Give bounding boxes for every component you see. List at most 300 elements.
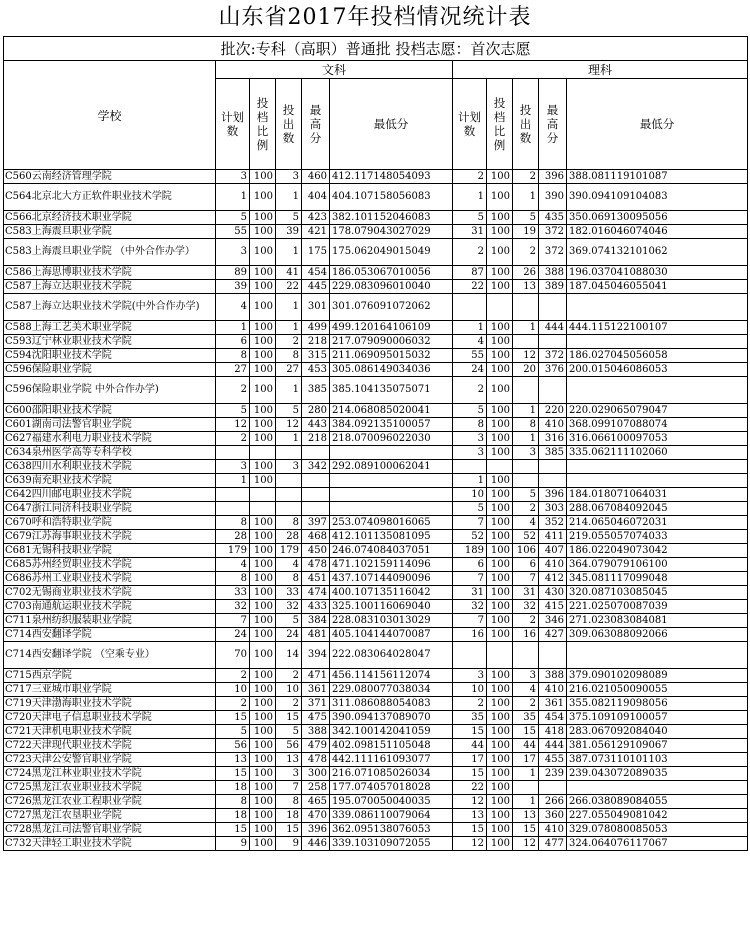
like-ratio-cell: 100 bbox=[487, 781, 513, 795]
wenke-out-cell: 1 bbox=[276, 377, 302, 404]
like-min-cell: 221.025070087039 bbox=[567, 600, 748, 614]
like-ratio-cell: 100 bbox=[487, 739, 513, 753]
like-out-cell bbox=[513, 474, 539, 488]
like-ratio-cell: 100 bbox=[487, 432, 513, 446]
wenke-ratio-cell: 100 bbox=[250, 280, 276, 294]
wenke-min-header: 最低分 bbox=[330, 79, 453, 170]
like-max-cell bbox=[539, 294, 567, 321]
wenke-out-cell: 9 bbox=[276, 837, 302, 851]
table-row bbox=[4, 753, 748, 767]
table-row bbox=[4, 474, 748, 488]
wenke-plan-cell bbox=[216, 446, 250, 460]
wenke-ratio-cell: 100 bbox=[250, 321, 276, 335]
wenke-out-cell: 13 bbox=[276, 753, 302, 767]
like-max-cell: 372 bbox=[539, 349, 567, 363]
wenke-plan-cell: 5 bbox=[216, 725, 250, 739]
like-min-cell bbox=[567, 642, 748, 669]
table-body bbox=[4, 170, 748, 851]
like-min-cell bbox=[567, 335, 748, 349]
like-out-cell: 3 bbox=[513, 669, 539, 683]
wenke-out-cell: 15 bbox=[276, 711, 302, 725]
like-plan-cell: 31 bbox=[453, 225, 487, 239]
like-min-cell: 182.016046074046 bbox=[567, 225, 748, 239]
like-min-cell bbox=[567, 294, 748, 321]
wenke-ratio-cell: 100 bbox=[250, 809, 276, 823]
like-min-cell: 329.078080085053 bbox=[567, 823, 748, 837]
like-min-cell: 444.115122100107 bbox=[567, 321, 748, 335]
wenke-ratio-cell bbox=[250, 502, 276, 516]
wenke-out-cell: 22 bbox=[276, 280, 302, 294]
table-row bbox=[4, 795, 748, 809]
like-out-cell: 12 bbox=[513, 349, 539, 363]
school-name: C725黑龙江农业职业技术学院 bbox=[4, 781, 216, 795]
like-out-cell: 52 bbox=[513, 530, 539, 544]
school-name: C714西安翻译学院 （空乘专业） bbox=[4, 642, 216, 669]
like-min-cell: 186.027045056058 bbox=[567, 349, 748, 363]
wenke-max-cell: 300 bbox=[302, 767, 330, 781]
like-min-cell: 316.066100097053 bbox=[567, 432, 748, 446]
wenke-out-cell: 5 bbox=[276, 614, 302, 628]
wenke-ratio-cell: 100 bbox=[250, 739, 276, 753]
table-row bbox=[4, 809, 748, 823]
like-ratio-cell: 100 bbox=[487, 225, 513, 239]
wenke-plan-cell bbox=[216, 502, 250, 516]
table-row bbox=[4, 600, 748, 614]
like-ratio-cell: 100 bbox=[487, 837, 513, 851]
like-plan-cell: 6 bbox=[453, 558, 487, 572]
table-row bbox=[4, 294, 748, 321]
like-ratio-cell: 100 bbox=[487, 488, 513, 502]
like-plan-cell: 22 bbox=[453, 781, 487, 795]
like-ratio-cell: 100 bbox=[487, 697, 513, 711]
wenke-out-cell: 8 bbox=[276, 516, 302, 530]
like-min-cell: 184.018071064031 bbox=[567, 488, 748, 502]
wenke-max-cell: 421 bbox=[302, 225, 330, 239]
like-max-cell: 415 bbox=[539, 600, 567, 614]
wenke-plan-cell: 8 bbox=[216, 516, 250, 530]
wenke-min-cell: 195.070050040035 bbox=[330, 795, 453, 809]
wenke-ratio-cell: 100 bbox=[250, 225, 276, 239]
wenke-ratio-cell: 100 bbox=[250, 266, 276, 280]
wenke-min-cell: 390.094137089070 bbox=[330, 711, 453, 725]
like-out-header: 投出数 bbox=[513, 79, 539, 170]
wenke-max-cell: 388 bbox=[302, 725, 330, 739]
table-row bbox=[4, 170, 748, 184]
like-min-cell: 320.087103085045 bbox=[567, 586, 748, 600]
table-row bbox=[4, 225, 748, 239]
like-min-cell: 387.073110101103 bbox=[567, 753, 748, 767]
wenke-ratio-cell: 100 bbox=[250, 516, 276, 530]
school-name: C642四川邮电职业技术学院 bbox=[4, 488, 216, 502]
wenke-ratio-cell: 100 bbox=[250, 170, 276, 184]
like-max-cell: 389 bbox=[539, 280, 567, 294]
like-min-cell bbox=[567, 474, 748, 488]
school-name: C724黑龙江林业职业技术学院 bbox=[4, 767, 216, 781]
wenke-min-cell: 405.104144070087 bbox=[330, 628, 453, 642]
wenke-plan-cell: 1 bbox=[216, 184, 250, 211]
like-ratio-cell: 100 bbox=[487, 170, 513, 184]
wenke-max-cell: 475 bbox=[302, 711, 330, 725]
like-plan-cell: 7 bbox=[453, 614, 487, 628]
wenke-out-cell bbox=[276, 474, 302, 488]
like-ratio-cell bbox=[487, 294, 513, 321]
table-row bbox=[4, 544, 748, 558]
like-max-cell: 418 bbox=[539, 725, 567, 739]
like-max-cell: 316 bbox=[539, 432, 567, 446]
school-name: C711泉州纺织服装职业学院 bbox=[4, 614, 216, 628]
like-ratio-cell: 100 bbox=[487, 349, 513, 363]
like-plan-cell: 3 bbox=[453, 669, 487, 683]
like-min-cell: 186.022049073042 bbox=[567, 544, 748, 558]
school-name: C583上海震旦职业学院 bbox=[4, 225, 216, 239]
wenke-plan-cell: 28 bbox=[216, 530, 250, 544]
like-plan-cell: 12 bbox=[453, 837, 487, 851]
wenke-max-cell: 450 bbox=[302, 544, 330, 558]
like-out-cell: 2 bbox=[513, 614, 539, 628]
wenke-out-cell: 33 bbox=[276, 586, 302, 600]
school-name: C722天津现代职业技术学院 bbox=[4, 739, 216, 753]
like-plan-cell: 1 bbox=[453, 474, 487, 488]
like-out-cell bbox=[513, 377, 539, 404]
wenke-max-cell: 218 bbox=[302, 335, 330, 349]
like-out-cell: 16 bbox=[513, 628, 539, 642]
school-name: C601湖南司法警官职业学院 bbox=[4, 418, 216, 432]
wenke-plan-cell: 1 bbox=[216, 474, 250, 488]
like-out-cell bbox=[513, 781, 539, 795]
wenke-out-cell: 1 bbox=[276, 432, 302, 446]
like-ratio-cell: 100 bbox=[487, 795, 513, 809]
school-name: C564北京北大方正软件职业技术学院 bbox=[4, 184, 216, 211]
like-min-cell: 335.062111102060 bbox=[567, 446, 748, 460]
admission-table bbox=[3, 36, 748, 851]
like-ratio-cell: 100 bbox=[487, 683, 513, 697]
school-name: C583上海震旦职业学院 （中外合作办学） bbox=[4, 239, 216, 266]
school-name: C587上海立达职业技术学院(中外合作办学) bbox=[4, 294, 216, 321]
wenke-ratio-cell: 100 bbox=[250, 586, 276, 600]
wenke-plan-cell: 3 bbox=[216, 460, 250, 474]
wenke-min-cell: 384.092135100057 bbox=[330, 418, 453, 432]
wenke-max-cell: 301 bbox=[302, 294, 330, 321]
wenke-out-cell: 2 bbox=[276, 669, 302, 683]
like-out-cell: 2 bbox=[513, 697, 539, 711]
like-ratio-header: 投档比例 bbox=[487, 79, 513, 170]
wenke-out-cell: 5 bbox=[276, 211, 302, 225]
like-ratio-cell: 100 bbox=[487, 418, 513, 432]
wenke-out-cell: 15 bbox=[276, 823, 302, 837]
wenke-plan-cell: 179 bbox=[216, 544, 250, 558]
wenke-plan-cell: 5 bbox=[216, 211, 250, 225]
table-row bbox=[4, 418, 748, 432]
wenke-min-cell: 325.100116069040 bbox=[330, 600, 453, 614]
table-row bbox=[4, 558, 748, 572]
wenke-max-cell: 394 bbox=[302, 642, 330, 669]
wenke-min-cell: 342.100142041059 bbox=[330, 725, 453, 739]
wenke-out-cell: 32 bbox=[276, 600, 302, 614]
wenke-min-cell bbox=[330, 488, 453, 502]
school-name: C727黑龙江农垦职业学院 bbox=[4, 809, 216, 823]
school-name: C714西安翻译学院 bbox=[4, 628, 216, 642]
wenke-out-cell: 39 bbox=[276, 225, 302, 239]
school-name: C593辽宁林业职业技术学院 bbox=[4, 335, 216, 349]
like-max-cell: 410 bbox=[539, 823, 567, 837]
like-ratio-cell: 100 bbox=[487, 809, 513, 823]
wenke-max-cell: 468 bbox=[302, 530, 330, 544]
wenke-plan-cell: 13 bbox=[216, 753, 250, 767]
wenke-min-cell bbox=[330, 474, 453, 488]
like-min-cell: 200.015046086053 bbox=[567, 363, 748, 377]
wenke-ratio-cell: 100 bbox=[250, 600, 276, 614]
wenke-out-cell: 3 bbox=[276, 170, 302, 184]
wenke-min-cell: 175.062049015049 bbox=[330, 239, 453, 266]
wenke-plan-cell: 18 bbox=[216, 809, 250, 823]
wenke-max-cell bbox=[302, 474, 330, 488]
like-max-header: 最高分 bbox=[539, 79, 567, 170]
table-row bbox=[4, 669, 748, 683]
like-max-cell bbox=[539, 377, 567, 404]
wenke-out-cell: 28 bbox=[276, 530, 302, 544]
wenke-out-cell: 56 bbox=[276, 739, 302, 753]
wenke-min-cell: 437.107144090096 bbox=[330, 572, 453, 586]
wenke-max-cell: 465 bbox=[302, 795, 330, 809]
like-ratio-cell: 100 bbox=[487, 614, 513, 628]
wenke-max-header: 最高分 bbox=[302, 79, 330, 170]
wenke-max-cell: 453 bbox=[302, 363, 330, 377]
wenke-out-cell: 8 bbox=[276, 572, 302, 586]
school-header: 学校 bbox=[4, 61, 216, 170]
like-ratio-cell: 100 bbox=[487, 363, 513, 377]
school-name: C670呼和浩特职业学院 bbox=[4, 516, 216, 530]
like-max-cell: 303 bbox=[539, 502, 567, 516]
like-plan-cell: 10 bbox=[453, 488, 487, 502]
wenke-out-cell bbox=[276, 502, 302, 516]
like-max-cell: 444 bbox=[539, 321, 567, 335]
like-max-cell: 376 bbox=[539, 363, 567, 377]
wenke-max-cell: 445 bbox=[302, 280, 330, 294]
like-plan-cell: 2 bbox=[453, 697, 487, 711]
wenke-max-cell: 396 bbox=[302, 823, 330, 837]
like-out-cell: 15 bbox=[513, 823, 539, 837]
table-row bbox=[4, 184, 748, 211]
like-ratio-cell: 100 bbox=[487, 753, 513, 767]
like-plan-cell: 15 bbox=[453, 767, 487, 781]
wenke-out-cell: 2 bbox=[276, 335, 302, 349]
wenke-out-cell: 5 bbox=[276, 725, 302, 739]
wenke-min-cell: 400.107135116042 bbox=[330, 586, 453, 600]
wenke-ratio-cell: 100 bbox=[250, 530, 276, 544]
table-row bbox=[4, 349, 748, 363]
like-out-cell bbox=[513, 335, 539, 349]
table-row bbox=[4, 781, 748, 795]
wenke-min-cell: 214.068085020041 bbox=[330, 404, 453, 418]
like-min-cell: 266.038089084055 bbox=[567, 795, 748, 809]
like-min-cell bbox=[567, 377, 748, 404]
like-ratio-cell: 100 bbox=[487, 321, 513, 335]
wenke-out-cell bbox=[276, 446, 302, 460]
wenke-max-cell: 446 bbox=[302, 837, 330, 851]
like-ratio-cell: 100 bbox=[487, 586, 513, 600]
wenke-max-cell: 175 bbox=[302, 239, 330, 266]
wenke-max-cell bbox=[302, 446, 330, 460]
like-max-cell: 396 bbox=[539, 170, 567, 184]
like-plan-cell bbox=[453, 642, 487, 669]
wenke-max-cell: 342 bbox=[302, 460, 330, 474]
wenke-ratio-cell: 100 bbox=[250, 711, 276, 725]
like-min-cell: 368.099107088074 bbox=[567, 418, 748, 432]
like-min-cell: 381.056129109067 bbox=[567, 739, 748, 753]
wenke-min-cell: 311.086088054083 bbox=[330, 697, 453, 711]
like-out-cell: 6 bbox=[513, 558, 539, 572]
wenke-plan-cell: 15 bbox=[216, 767, 250, 781]
wenke-out-cell: 1 bbox=[276, 321, 302, 335]
wenke-plan-cell: 15 bbox=[216, 711, 250, 725]
like-ratio-cell bbox=[487, 460, 513, 474]
wenke-plan-cell bbox=[216, 488, 250, 502]
like-ratio-cell: 100 bbox=[487, 335, 513, 349]
like-min-cell: 288.067084092045 bbox=[567, 502, 748, 516]
like-out-cell bbox=[513, 642, 539, 669]
like-out-cell: 5 bbox=[513, 488, 539, 502]
like-ratio-cell: 100 bbox=[487, 544, 513, 558]
like-max-cell: 388 bbox=[539, 669, 567, 683]
wenke-max-cell: 384 bbox=[302, 614, 330, 628]
wenke-min-cell: 339.103109072055 bbox=[330, 837, 453, 851]
like-max-cell bbox=[539, 474, 567, 488]
like-plan-cell: 7 bbox=[453, 572, 487, 586]
wenke-min-cell: 229.080077038034 bbox=[330, 683, 453, 697]
wenke-ratio-cell: 100 bbox=[250, 349, 276, 363]
table-row bbox=[4, 628, 748, 642]
wenke-ratio-cell: 100 bbox=[250, 614, 276, 628]
like-out-cell: 17 bbox=[513, 753, 539, 767]
like-min-cell: 219.055057074033 bbox=[567, 530, 748, 544]
wenke-max-cell: 371 bbox=[302, 697, 330, 711]
wenke-min-cell: 385.104135075071 bbox=[330, 377, 453, 404]
wenke-out-cell: 8 bbox=[276, 795, 302, 809]
school-name: C726黑龙江农业工程职业学院 bbox=[4, 795, 216, 809]
like-plan-cell: 3 bbox=[453, 432, 487, 446]
wenke-min-cell: 305.086149034036 bbox=[330, 363, 453, 377]
like-out-cell: 8 bbox=[513, 418, 539, 432]
like-out-cell: 2 bbox=[513, 170, 539, 184]
wenke-ratio-cell: 100 bbox=[250, 753, 276, 767]
wenke-max-cell: 451 bbox=[302, 572, 330, 586]
like-plan-cell: 10 bbox=[453, 683, 487, 697]
wenke-out-cell: 1 bbox=[276, 239, 302, 266]
like-out-cell: 31 bbox=[513, 586, 539, 600]
wenke-ratio-cell: 100 bbox=[250, 460, 276, 474]
like-min-cell: 220.029065079047 bbox=[567, 404, 748, 418]
like-plan-cell: 5 bbox=[453, 404, 487, 418]
like-max-cell: 346 bbox=[539, 614, 567, 628]
school-name: C596保险职业学院 中外合作办学) bbox=[4, 377, 216, 404]
table-row bbox=[4, 516, 748, 530]
school-name: C686苏州工业职业技术学院 bbox=[4, 572, 216, 586]
like-max-cell: 385 bbox=[539, 446, 567, 460]
wenke-plan-cell: 7 bbox=[216, 614, 250, 628]
like-plan-header: 计划数 bbox=[453, 79, 487, 170]
wenke-ratio-cell: 100 bbox=[250, 781, 276, 795]
like-max-cell: 361 bbox=[539, 697, 567, 711]
table-row bbox=[4, 377, 748, 404]
table-row bbox=[4, 335, 748, 349]
wenke-ratio-cell: 100 bbox=[250, 767, 276, 781]
wenke-out-cell bbox=[276, 488, 302, 502]
wenke-max-cell: 443 bbox=[302, 418, 330, 432]
wenke-plan-cell: 2 bbox=[216, 697, 250, 711]
like-out-cell bbox=[513, 294, 539, 321]
school-name: C732天津轻工职业技术学院 bbox=[4, 837, 216, 851]
like-max-cell bbox=[539, 642, 567, 669]
wenke-ratio-cell: 100 bbox=[250, 669, 276, 683]
wenke-ratio-cell: 100 bbox=[250, 335, 276, 349]
like-max-cell: 410 bbox=[539, 418, 567, 432]
wenke-ratio-header: 投档比例 bbox=[250, 79, 276, 170]
wenke-plan-header: 计划数 bbox=[216, 79, 250, 170]
like-plan-cell: 3 bbox=[453, 446, 487, 460]
wenke-out-cell: 10 bbox=[276, 683, 302, 697]
table-row bbox=[4, 711, 748, 725]
like-out-cell: 3 bbox=[513, 446, 539, 460]
like-min-cell: 324.064076117067 bbox=[567, 837, 748, 851]
like-ratio-cell: 100 bbox=[487, 474, 513, 488]
like-plan-cell: 22 bbox=[453, 280, 487, 294]
wenke-min-cell: 177.074057018028 bbox=[330, 781, 453, 795]
wenke-plan-cell: 4 bbox=[216, 294, 250, 321]
wenke-min-cell bbox=[330, 446, 453, 460]
like-min-cell: 369.074132101062 bbox=[567, 239, 748, 266]
wenke-out-cell: 2 bbox=[276, 697, 302, 711]
table-row bbox=[4, 460, 748, 474]
like-ratio-cell: 100 bbox=[487, 572, 513, 586]
like-min-cell: 309.063088092066 bbox=[567, 628, 748, 642]
like-ratio-cell bbox=[487, 642, 513, 669]
wenke-plan-cell: 33 bbox=[216, 586, 250, 600]
wenke-plan-cell: 70 bbox=[216, 642, 250, 669]
table-row bbox=[4, 280, 748, 294]
like-ratio-cell: 100 bbox=[487, 558, 513, 572]
table-row bbox=[4, 739, 748, 753]
like-max-cell: 388 bbox=[539, 266, 567, 280]
table-row bbox=[4, 404, 748, 418]
wenke-min-cell: 218.070096022030 bbox=[330, 432, 453, 446]
wenke-ratio-cell: 100 bbox=[250, 294, 276, 321]
wenke-out-cell: 5 bbox=[276, 404, 302, 418]
wenke-min-cell: 442.111161093077 bbox=[330, 753, 453, 767]
wenke-plan-cell: 3 bbox=[216, 170, 250, 184]
like-max-cell bbox=[539, 460, 567, 474]
like-max-cell: 396 bbox=[539, 488, 567, 502]
school-name: C703南通航运职业技术学院 bbox=[4, 600, 216, 614]
wenke-ratio-cell: 100 bbox=[250, 725, 276, 739]
wenke-min-cell: 211.069095015032 bbox=[330, 349, 453, 363]
like-plan-cell: 52 bbox=[453, 530, 487, 544]
like-plan-cell: 1 bbox=[453, 184, 487, 211]
wenke-plan-cell: 5 bbox=[216, 404, 250, 418]
wenke-ratio-cell: 100 bbox=[250, 211, 276, 225]
wenke-ratio-cell: 100 bbox=[250, 363, 276, 377]
like-plan-cell: 55 bbox=[453, 349, 487, 363]
like-plan-cell: 2 bbox=[453, 239, 487, 266]
wenke-min-cell: 253.074098016065 bbox=[330, 516, 453, 530]
like-min-cell: 283.067092084040 bbox=[567, 725, 748, 739]
like-max-cell: 410 bbox=[539, 683, 567, 697]
like-plan-cell: 32 bbox=[453, 600, 487, 614]
like-plan-cell: 15 bbox=[453, 823, 487, 837]
school-name: C596保险职业学院 bbox=[4, 363, 216, 377]
like-plan-cell: 7 bbox=[453, 516, 487, 530]
like-max-cell: 407 bbox=[539, 544, 567, 558]
like-out-cell: 13 bbox=[513, 809, 539, 823]
